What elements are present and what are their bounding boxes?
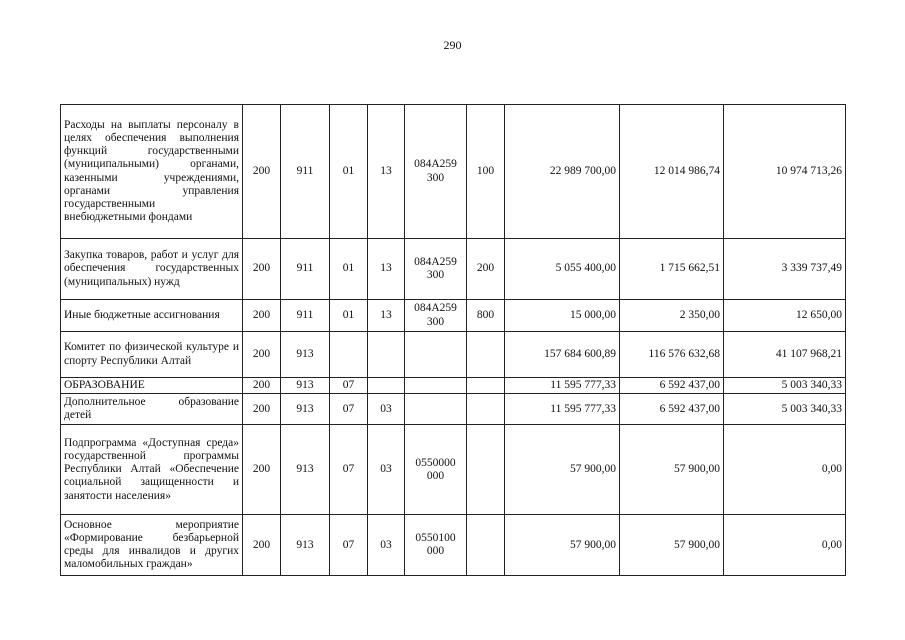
subsection-code: 03 [368,394,405,425]
admin-code: 200 [243,332,281,378]
plan-amount: 11 595 777,33 [505,378,620,394]
row-name: Подпрограмма «Доступная среда» государственной программы Республики Алтай «Обеспечение социальной защищенности и занятости населения» [61,425,243,515]
dept-code: 913 [281,425,330,515]
section-code: 07 [330,425,368,515]
remainder-amount: 41 107 968,21 [724,332,846,378]
admin-code: 200 [243,394,281,425]
row-name: Расходы на выплаты персоналу в целях обеспечения выполнения функций государственными (муниципальными) органами, казенными учреждениями, органами управления государственными внебюджетными фондами [61,105,243,239]
target-article-code: 0550000 000 [405,425,467,515]
table-row [61,425,846,515]
expense-type-code: 100 [467,105,505,239]
row-name: Комитет по физической культуре и спорту Республики Алтай [61,332,243,378]
section-code: 07 [330,378,368,394]
remainder-amount: 5 003 340,33 [724,378,846,394]
dept-code: 913 [281,332,330,378]
dept-code: 911 [281,239,330,300]
target-article-code: 084A259 300 [405,239,467,300]
section-code: 01 [330,105,368,239]
plan-amount: 11 595 777,33 [505,394,620,425]
table-row [61,300,846,332]
target-article-code [405,378,467,394]
subsection-code: 03 [368,515,405,576]
plan-amount: 22 989 700,00 [505,105,620,239]
section-code: 01 [330,300,368,332]
table-row [61,515,846,576]
remainder-amount: 10 974 713,26 [724,105,846,239]
target-article-code [405,394,467,425]
subsection-code: 13 [368,105,405,239]
row-name: Иные бюджетные ассигнования [61,300,243,332]
table-row [61,332,846,378]
row-name: ОБРАЗОВАНИЕ [61,378,243,394]
actual-amount: 12 014 986,74 [620,105,724,239]
actual-amount: 2 350,00 [620,300,724,332]
target-article-code: 0550100 000 [405,515,467,576]
expense-type-code [467,394,505,425]
actual-amount: 6 592 437,00 [620,378,724,394]
row-name: Дополнительное образование детей [61,394,243,425]
plan-amount: 157 684 600,89 [505,332,620,378]
target-article-code: 084A259 300 [405,105,467,239]
dept-code: 913 [281,394,330,425]
actual-amount: 6 592 437,00 [620,394,724,425]
subsection-code [368,378,405,394]
remainder-amount: 3 339 737,49 [724,239,846,300]
actual-amount: 57 900,00 [620,425,724,515]
plan-amount: 57 900,00 [505,425,620,515]
page-number: 290 [443,38,462,52]
remainder-amount: 5 003 340,33 [724,394,846,425]
table-row [61,378,846,394]
subsection-code [368,332,405,378]
dept-code: 913 [281,515,330,576]
admin-code: 200 [243,425,281,515]
admin-code: 200 [243,105,281,239]
plan-amount: 15 000,00 [505,300,620,332]
table-row [61,239,846,300]
row-name: Основное мероприятие «Формирование безбарьерной среды для инвалидов и других маломобильных граждан» [61,515,243,576]
expense-type-code: 800 [467,300,505,332]
actual-amount: 116 576 632,68 [620,332,724,378]
budget-table [60,104,846,576]
expense-type-code [467,425,505,515]
remainder-amount: 0,00 [724,425,846,515]
section-code [330,332,368,378]
subsection-code: 13 [368,300,405,332]
admin-code: 200 [243,515,281,576]
actual-amount: 57 900,00 [620,515,724,576]
target-article-code: 084A259 300 [405,300,467,332]
expense-type-code [467,332,505,378]
admin-code: 200 [243,300,281,332]
admin-code: 200 [243,378,281,394]
remainder-amount: 0,00 [724,515,846,576]
remainder-amount: 12 650,00 [724,300,846,332]
dept-code: 911 [281,105,330,239]
admin-code: 200 [243,239,281,300]
section-code: 07 [330,394,368,425]
dept-code: 911 [281,300,330,332]
dept-code: 913 [281,378,330,394]
row-name: Закупка товаров, работ и услуг для обеспечения государственных (муниципальных) нужд [61,239,243,300]
actual-amount: 1 715 662,51 [620,239,724,300]
expense-type-code: 200 [467,239,505,300]
table-row [61,105,846,239]
section-code: 07 [330,515,368,576]
expense-type-code [467,515,505,576]
section-code: 01 [330,239,368,300]
plan-amount: 57 900,00 [505,515,620,576]
subsection-code: 03 [368,425,405,515]
expense-type-code [467,378,505,394]
plan-amount: 5 055 400,00 [505,239,620,300]
subsection-code: 13 [368,239,405,300]
target-article-code [405,332,467,378]
table-row [61,394,846,425]
